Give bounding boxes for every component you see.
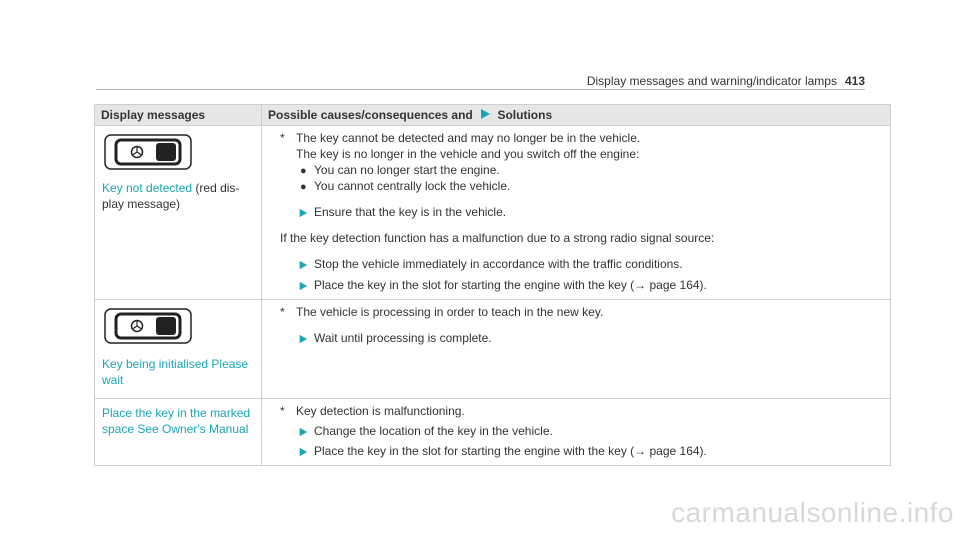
- solution-step: Place the key in the slot for starting the engine with the key (→ page 164).: [280, 443, 880, 459]
- display-messages-table: [94, 104, 891, 466]
- header-rule: [96, 89, 865, 90]
- bullet-marker: ●: [300, 181, 307, 193]
- col-header-causes-solutions: [262, 105, 891, 126]
- play-arrow-icon: [298, 427, 308, 437]
- page-number: 413: [844, 74, 865, 88]
- page-header-title: Display messages and warning/indicator lamps: [586, 74, 837, 88]
- bullet-marker: ●: [300, 165, 307, 177]
- message-key-being-initialised: Key being initialised Please wait: [102, 357, 249, 387]
- solution-step: Ensure that the key is in the vehicle.: [280, 204, 880, 220]
- page-header: [587, 74, 865, 88]
- table-row: [95, 126, 891, 300]
- col-header-solutions-text: Solutions: [497, 108, 553, 122]
- list-item: ● You cannot centrally lock the vehicle.: [300, 179, 511, 193]
- star-marker: *: [280, 131, 285, 145]
- car-key-icon: [104, 134, 192, 170]
- col-header-causes-text: Possible causes/consequences and: [268, 108, 473, 122]
- solution-step: Place the key in the slot for starting the engine with the key (→ page 164).: [280, 277, 880, 293]
- play-arrow-icon: [479, 108, 491, 120]
- list-item: ● You can no longer start the engine.: [300, 163, 500, 177]
- cause-line: * Key detection is malfunctioning.: [280, 404, 465, 418]
- play-arrow-icon: [298, 208, 308, 218]
- table-row: [95, 399, 891, 466]
- solution-step: Wait until processing is complete.: [280, 330, 880, 346]
- condition-paragraph: If the key detection function has a malfunction due to a strong radio signal source:: [280, 231, 715, 245]
- cause-line: * The key cannot be detected and may no longer be in the vehicle.: [280, 131, 641, 145]
- star-marker: *: [280, 305, 285, 319]
- watermark: carmanualsonline.info: [671, 497, 954, 528]
- message-key-not-detected: Key not detected: [102, 181, 193, 195]
- table-header-row: [95, 105, 891, 126]
- play-arrow-icon: [298, 281, 308, 291]
- car-key-icon: [104, 308, 192, 344]
- solution-step: Change the location of the key in the vehicle.: [280, 423, 880, 439]
- cause-continuation: The key is no longer in the vehicle and you switch off the engine:: [296, 147, 640, 161]
- col-header-display-messages: Display messages: [95, 105, 262, 126]
- solution-step: Stop the vehicle immediately in accordance with the traffic conditions.: [280, 256, 880, 272]
- cause-line: * The vehicle is processing in order to teach in the new key.: [280, 305, 604, 319]
- table-row: [95, 300, 891, 399]
- star-marker: *: [280, 404, 285, 418]
- play-arrow-icon: [298, 260, 308, 270]
- play-arrow-icon: [298, 447, 308, 457]
- message-place-key: Place the key in the marked space See Owner's Manual: [102, 406, 251, 436]
- play-arrow-icon: [298, 334, 308, 344]
- message-suffix: (red dis-play message): [102, 181, 240, 211]
